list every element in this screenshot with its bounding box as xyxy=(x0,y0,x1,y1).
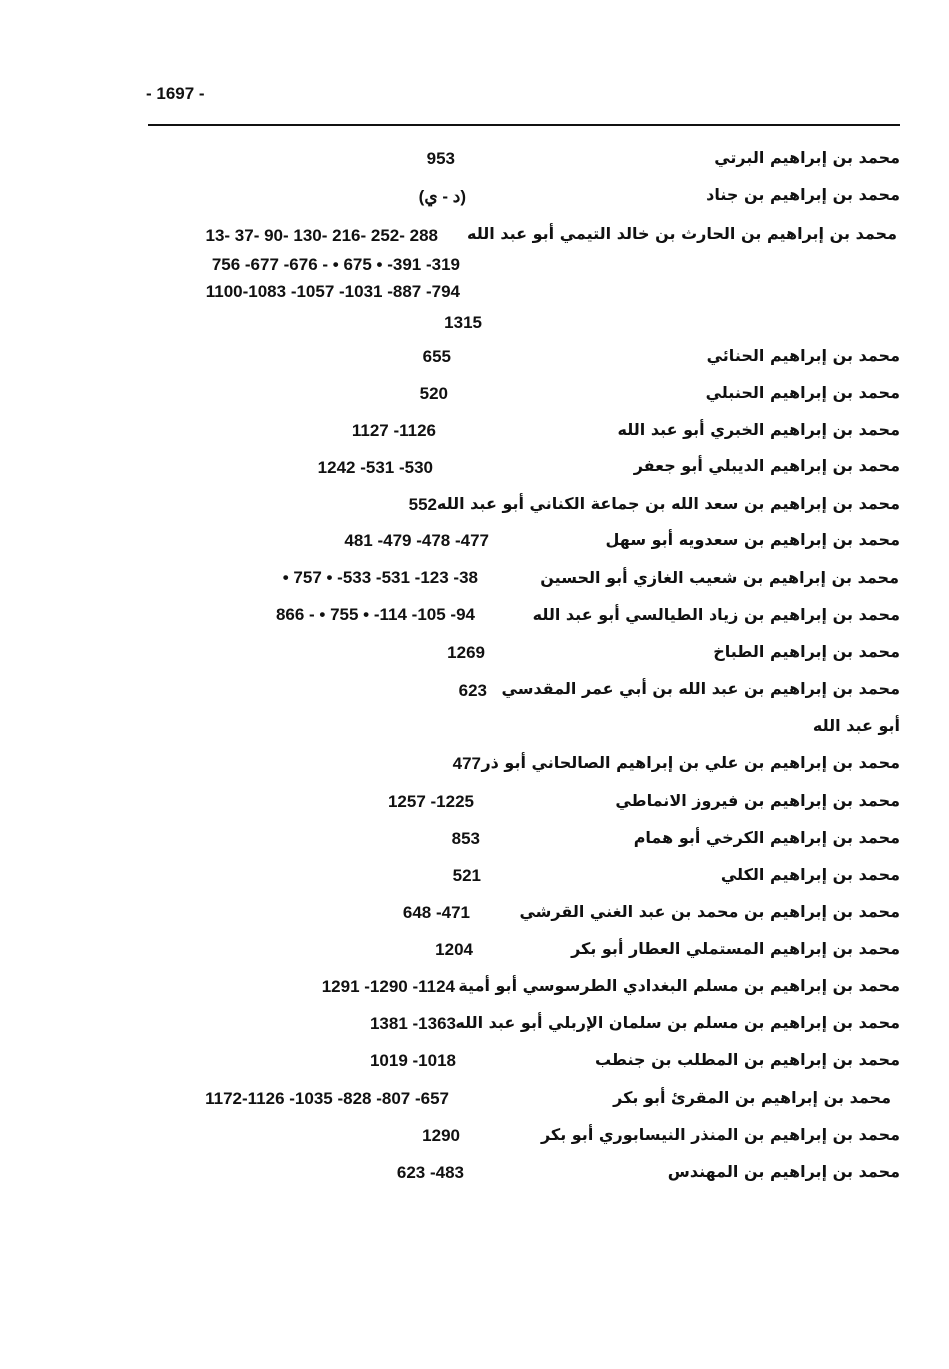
entry-name: محمد بن إبراهيم الكلي xyxy=(720,865,900,884)
entry-name: محمد بن إبراهيم المستملي العطار أبو بكر xyxy=(571,939,900,958)
entry-name: محمد بن إبراهيم الكرخي أبو همام xyxy=(633,828,900,847)
entry-refs: 953 xyxy=(426,149,455,168)
entry-refs: 1315 xyxy=(444,313,482,332)
entry-name: محمد بن إبراهيم بن زياد الطيالسي أبو عبد الله xyxy=(532,605,900,624)
entry-refs: 520 xyxy=(419,384,448,403)
entry-refs: 1257 -1225 xyxy=(387,792,474,811)
entry-refs: 552 xyxy=(408,495,437,514)
entry-name: محمد بن إبراهيم الحنبلي xyxy=(705,383,900,402)
entry-name: محمد بن إبراهيم بن المنذر النيسابوري أبو بكر xyxy=(540,1125,900,1144)
entry-refs: 623 xyxy=(458,681,487,700)
entry-refs: 648 -471 xyxy=(402,903,470,922)
entry-name: محمد بن إبراهيم الطباخ xyxy=(713,642,900,661)
entry-refs: 1290 xyxy=(422,1126,460,1145)
entry-refs: 481 -479 -478 -477 xyxy=(344,531,489,550)
entry-refs: 13- 37- 90- 130- 216- 252- 288 xyxy=(205,226,438,245)
entry-refs: 477 xyxy=(452,754,481,773)
entry-name: محمد بن إبراهيم بن مسلم البغدادي الطرسوسي أبو أمية xyxy=(458,976,900,995)
entry-name: محمد بن إبراهيم بن عبد الله بن أبي عمر المقدسي xyxy=(501,679,900,698)
entry-refs: 1242 -531 -530 xyxy=(317,458,433,477)
entry-name: محمد بن إبراهيم الحنائي xyxy=(706,346,900,365)
entry-refs: 1204 xyxy=(435,940,473,959)
entry-refs: 1269 xyxy=(447,643,485,662)
entry-name: محمد بن إبراهيم بن علي بن إبراهيم الصالحاني أبو ذر xyxy=(481,753,900,772)
entry-name: محمد بن إبراهيم بن شعيب الغازي أبو الحسين xyxy=(540,568,899,587)
entry-refs: 1381 -1363 xyxy=(369,1014,456,1033)
entry-name: محمد بن إبراهيم بن المهندس xyxy=(667,1162,900,1181)
entry-name: محمد بن إبراهيم بن سعد الله بن جماعة الكناني أبو عبد الله xyxy=(436,494,900,513)
entry-name: محمد بن إبراهيم البرتي xyxy=(714,148,900,167)
entry-refs: 1291 -1290 -1124 xyxy=(321,977,455,996)
entry-name: محمد بن إبراهيم بن الحارث بن خالد التيمي أبو عبد الله xyxy=(467,224,897,243)
entry-name: محمد بن إبراهيم بن محمد بن عبد الغني القرشي xyxy=(519,902,900,921)
entry-refs: 655 xyxy=(422,347,451,366)
entry-refs: 1100-1083 -1057 -1031 -887 -794 xyxy=(205,282,460,301)
page-number: - 1697 - xyxy=(146,84,205,103)
entry-refs: 853 xyxy=(451,829,480,848)
entry-refs: 1127 -1126 xyxy=(351,421,436,440)
entry-refs: 1172-1126 -1035 -828 -807 -657 xyxy=(205,1089,449,1108)
entry-name: محمد بن إبراهيم بن فيروز الانماطي xyxy=(615,791,900,810)
entry-name: أبو عبد الله xyxy=(812,716,900,735)
entry-refs: 1019 -1018 xyxy=(369,1051,456,1070)
entry-name: محمد بن إبراهيم الخبري أبو عبد الله xyxy=(617,420,900,439)
entry-refs: (د - ي) xyxy=(418,187,466,206)
header-rule xyxy=(148,124,900,126)
entry-name: محمد بن إبراهيم بن جناد xyxy=(706,185,900,204)
entry-refs: 756 -677 -676 - • 675 • -391 -319 xyxy=(211,255,460,274)
entry-refs: • 757 • -533 -531 -123 -38 xyxy=(282,568,478,587)
entry-name: محمد بن إبراهيم بن المقرئ أبو بكر xyxy=(613,1088,891,1107)
entry-refs: 521 xyxy=(452,866,481,885)
entry-name: محمد بن إبراهيم بن مسلم بن سلمان الإربلي أبو عبد الله xyxy=(455,1013,900,1032)
entry-refs: 866 - • 755 • -114 -105 -94 xyxy=(275,605,475,624)
entry-name: محمد بن إبراهيم بن المطلب بن جنطب xyxy=(594,1050,900,1069)
entry-name: محمد بن إبراهيم الديبلي أبو جعفر xyxy=(633,456,900,475)
entry-refs: 623 -483 xyxy=(396,1163,464,1182)
entry-name: محمد بن إبراهيم بن سعدويه أبو سهل xyxy=(605,530,900,549)
